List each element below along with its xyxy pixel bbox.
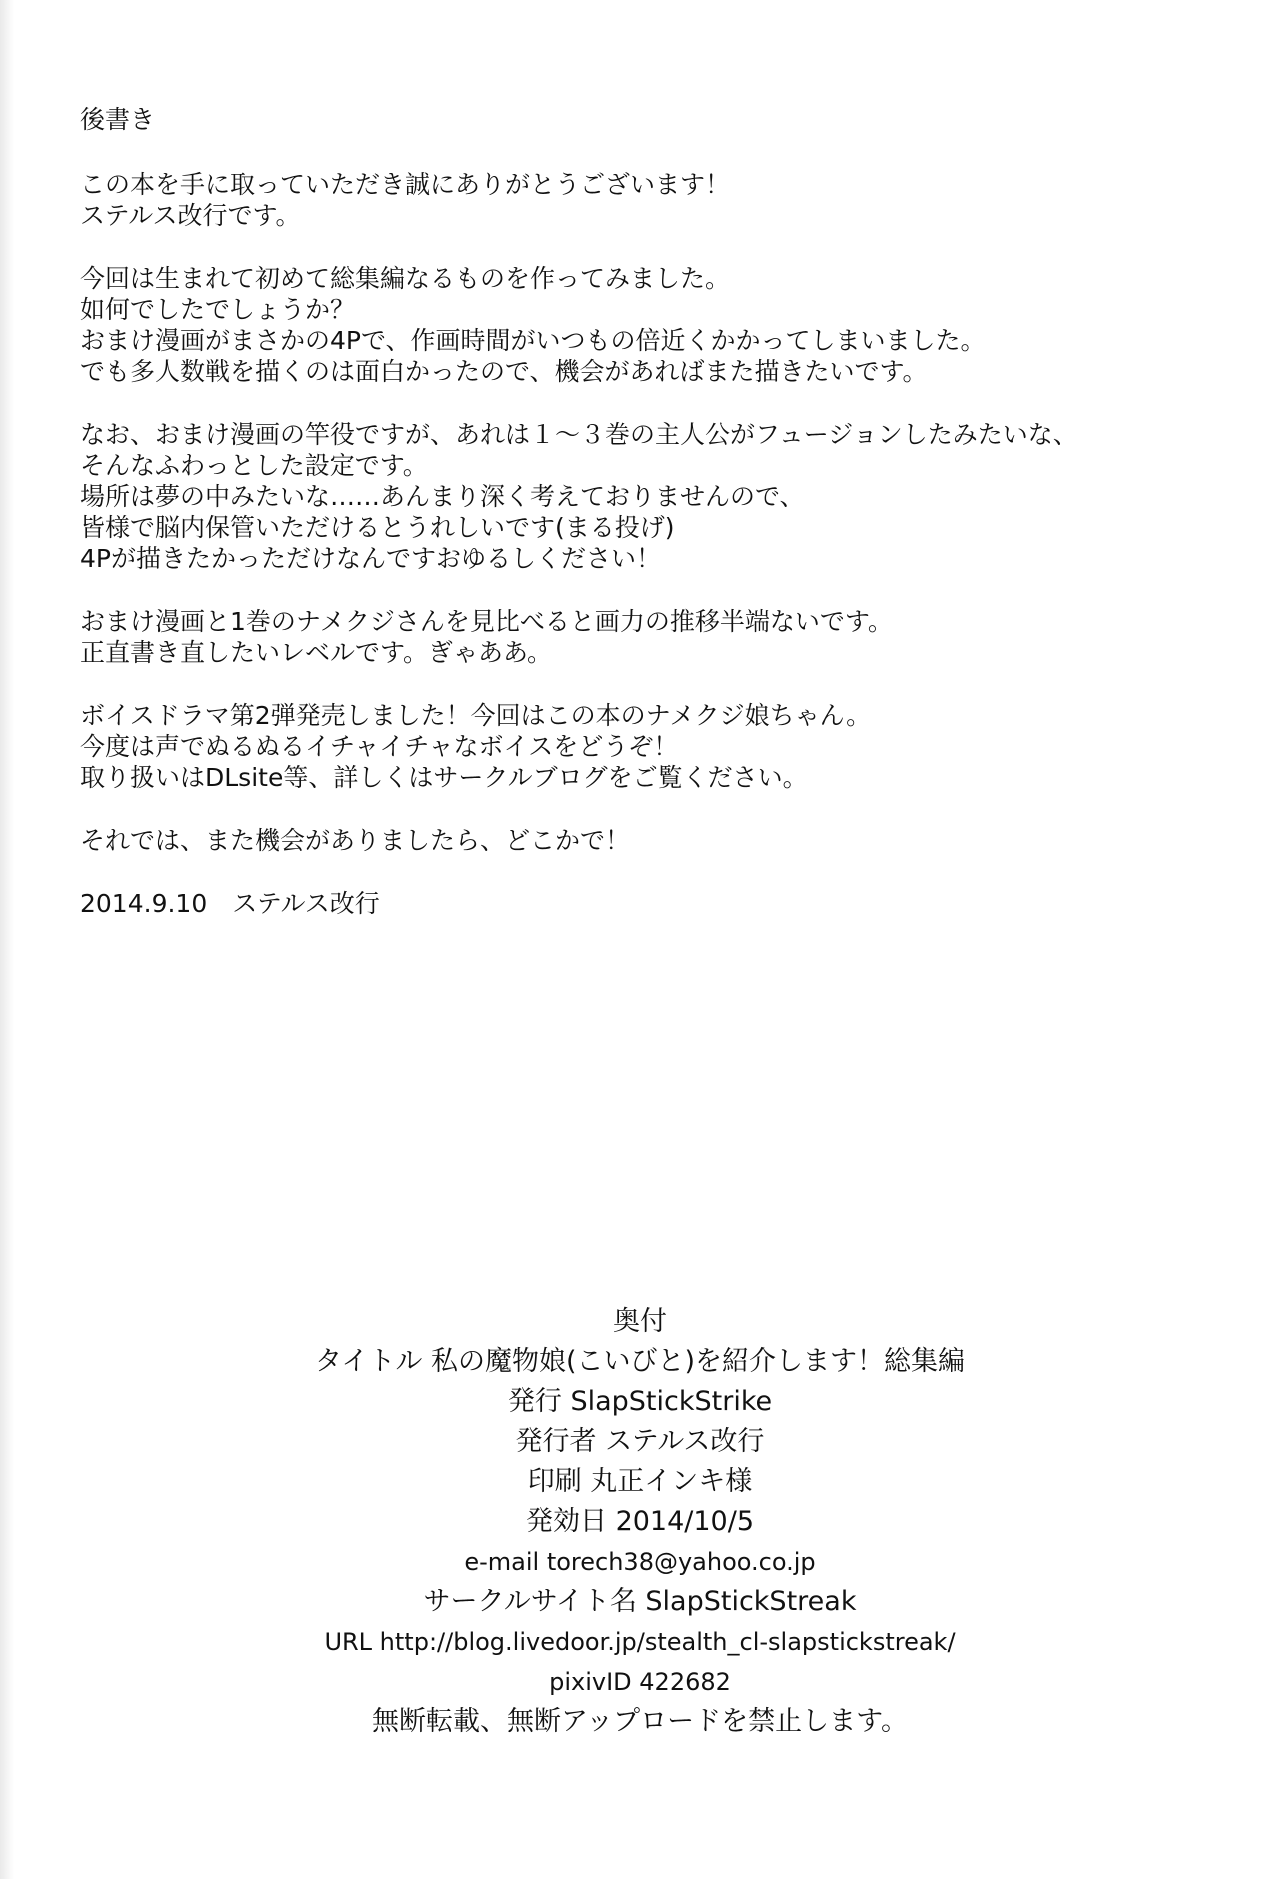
afterword-line: おまけ漫画と1巻のナメクジさんを見比べると画力の推移半端ないです。 [80,607,893,636]
afterword-line: 正直書き直したいレベルです。ぎゃああ。 [80,638,553,667]
colophon-pixiv: pixivID 422682 [549,1668,731,1696]
afterword-line: なお、おまけ漫画の竿役ですが、あれは１～３巻の主人公がフュージョンしたみたいな、 [80,420,1078,449]
afterword-line: ボイスドラマ第2弾発売しました！今回はこの本のナメクジ娘ちゃん。 [80,701,872,730]
afterword-line: 皆様で脳内保管いただけるとうれしいです(まる投げ) [80,513,675,542]
afterword-line: 4Pが描きたかっただけなんですおゆるしください！ [80,544,661,573]
colophon-url: URL http://blog.livedoor.jp/stealth_cl-slapstickstreak/ [324,1628,956,1656]
colophon-issuer: 発行者 ステルス改行 [515,1426,765,1457]
colophon-heading: 奥付 [613,1306,667,1337]
afterword-paragraph-3 [80,419,1240,574]
afterword-line: 場所は夢の中みたいな……あんまり深く考えておりませんので、 [80,482,805,511]
afterword-line: 今度は声でぬるぬるイチャイチャなボイスをどうぞ！ [80,732,679,761]
afterword-section [80,104,1240,919]
colophon-circle-site: サークルサイト名 SlapStickStreak [423,1586,857,1617]
afterword-line: 今回は生まれて初めて総集編なるものを作ってみました。 [80,264,731,293]
afterword-paragraph-6 [80,825,1240,856]
afterword-signature: 2014.9.10 ステルス改行 [80,889,380,918]
colophon-title: タイトル 私の魔物娘(こいびと)を紹介します！総集編 [314,1346,966,1377]
colophon-email: e-mail torech38@yahoo.co.jp [464,1548,816,1576]
colophon-section [0,1302,1280,1742]
afterword-line: ステルス改行です。 [80,201,301,230]
afterword-line: おまけ漫画がまさかの4Pで、作画時間がいつもの倍近くかかってしまいました。 [80,326,986,355]
afterword-line: でも多人数戦を描くのは面白かったので、機会があればまた描きたいです。 [80,357,928,386]
afterword-line: それでは、また機会がありましたら、どこかで！ [80,826,631,855]
afterword-line: そんなふわっとした設定です。 [80,451,428,480]
colophon-printer: 印刷 丸正インキ様 [527,1466,753,1497]
colophon-date: 発効日 2014/10/5 [525,1506,755,1537]
afterword-line: この本を手に取っていただき誠にありがとうございます！ [80,170,731,199]
colophon-publisher: 発行 SlapStickStrike [507,1386,773,1417]
afterword-paragraph-4 [80,606,1240,668]
afterword-line: 取り扱いはDLsite等、詳しくはサークルブログをご覧ください。 [80,763,808,792]
afterword-paragraph-5 [80,700,1240,793]
afterword-line: 如何でしたでしょうか？ [80,295,356,324]
afterword-paragraph-2 [80,263,1240,387]
colophon-notice: 無断転載、無断アップロードを禁止します。 [372,1706,908,1737]
afterword-paragraph-1 [80,169,1240,231]
afterword-title: 後書き [80,105,156,134]
